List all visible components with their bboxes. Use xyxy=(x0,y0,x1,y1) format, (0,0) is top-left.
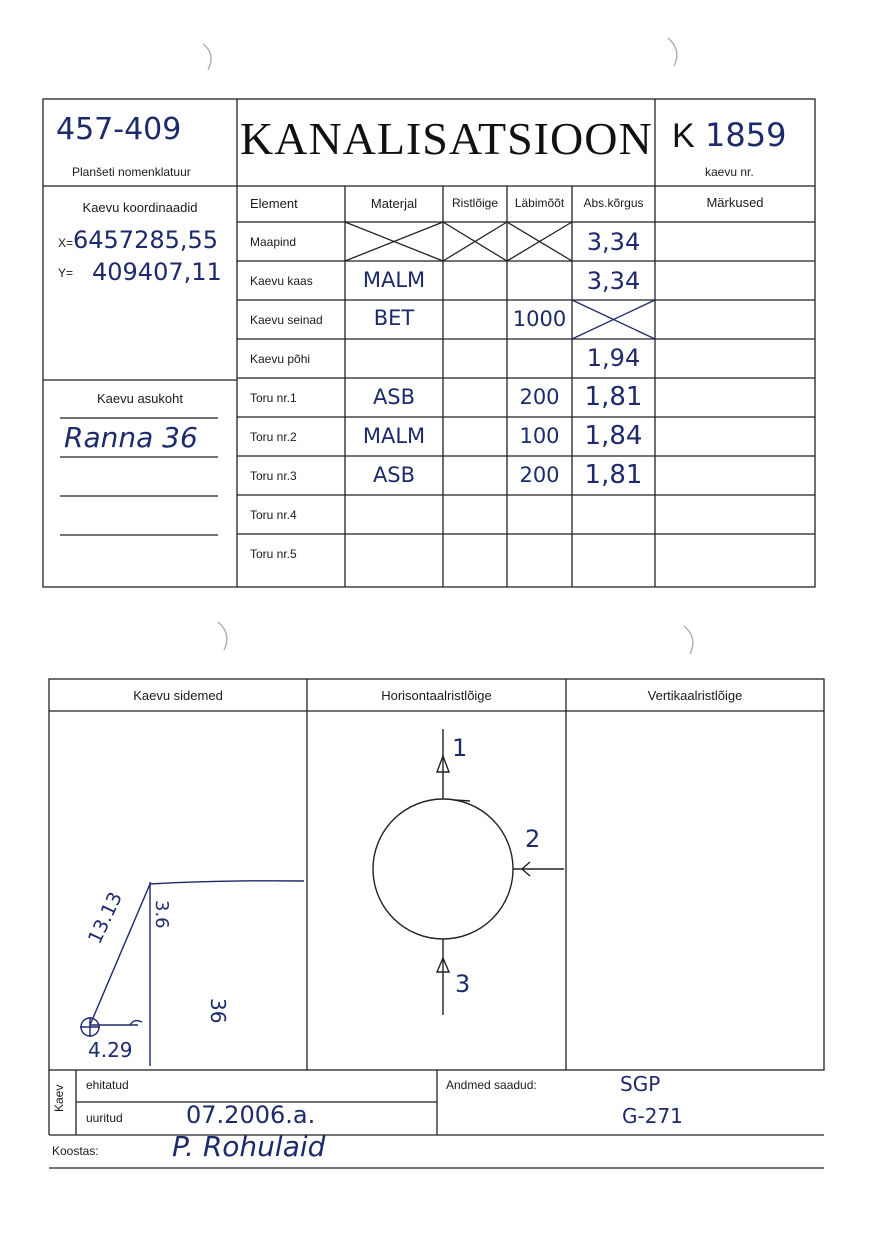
cell-abs-korgus: 1,81 xyxy=(584,382,643,412)
x-coordinate-value: 6457285,55 xyxy=(73,226,219,254)
distance-bottom-label: 4.29 xyxy=(88,1038,133,1062)
cell-labimoot: 1000 xyxy=(512,307,567,331)
cell-materjal: MALM xyxy=(362,424,426,448)
cell-labimoot: 100 xyxy=(519,424,560,448)
row-label-toru-4: Toru nr.4 xyxy=(250,508,297,522)
well-number-label: kaevu nr. xyxy=(705,165,754,179)
col-header-labimoot: Läbimõõt xyxy=(514,196,565,210)
location-label: Kaevu asukoht xyxy=(96,391,183,406)
andmed-label: Andmed saadud: xyxy=(446,1078,537,1092)
coordinates-label: Kaevu koordinaadid xyxy=(82,200,198,215)
pipe-2-label: 2 xyxy=(525,825,541,853)
cell-materjal: BET xyxy=(373,306,415,330)
col-header-ristloige: Ristlõige xyxy=(451,196,499,210)
well-number-prefix: K xyxy=(672,117,695,155)
kaev-label: Kaev xyxy=(52,1084,66,1112)
row-label-toru-5: Toru nr.5 xyxy=(250,547,297,561)
cell-abs-korgus: 1,94 xyxy=(586,344,641,372)
ehitatud-label: ehitatud xyxy=(86,1078,129,1092)
house-number-label: 36 xyxy=(206,998,230,1024)
andmed-value-source: SGP xyxy=(620,1072,661,1096)
cell-abs-korgus: 3,34 xyxy=(586,267,641,295)
cell-abs-korgus: 1,81 xyxy=(584,460,643,490)
cell-abs-korgus: 3,34 xyxy=(586,228,641,256)
nomenclature-value: 457-409 xyxy=(56,112,182,147)
row-label-kaevu-seinad: Kaevu seinad xyxy=(250,313,323,327)
koostas-label: Koostas: xyxy=(52,1144,99,1158)
cell-materjal: ASB xyxy=(372,463,416,487)
uuritud-date-value: 07.2006.a. xyxy=(186,1101,316,1129)
cell-labimoot: 200 xyxy=(519,385,560,409)
col-header-markused: Märkused xyxy=(706,195,764,210)
form-title: KANALISATSIOON xyxy=(240,113,653,164)
pipe-3-label: 3 xyxy=(455,970,471,998)
nomenclature-label: Planšeti nomenklatuur xyxy=(72,165,191,179)
header-vertikaalristloige: Vertikaalristlõige xyxy=(647,688,743,703)
y-label: Y= xyxy=(58,266,74,280)
y-coordinate-value: 409407,11 xyxy=(92,258,222,286)
row-label-maapind: Maapind xyxy=(250,235,297,249)
cell-abs-korgus: 1,84 xyxy=(584,421,643,451)
koostas-signature: P. Rohulaid xyxy=(172,1130,326,1163)
cell-materjal: ASB xyxy=(372,385,416,409)
andmed-value-code: G-271 xyxy=(622,1104,683,1128)
location-value: Ranna 36 xyxy=(64,421,198,454)
col-header-abs-korgus: Abs.kõrgus xyxy=(583,196,644,210)
distance-side-label: 3.6 xyxy=(151,900,172,929)
uuritud-label: uuritud xyxy=(86,1111,123,1125)
row-label-kaevu-pohi: Kaevu põhi xyxy=(250,352,311,366)
row-label-toru-3: Toru nr.3 xyxy=(250,469,297,483)
header-horisontaalristloige: Horisontaalristlõige xyxy=(381,688,492,703)
distance-diagonal-label: 13.13 xyxy=(84,888,127,948)
header-kaevu-sidemed: Kaevu sidemed xyxy=(133,688,223,703)
row-label-toru-1: Toru nr.1 xyxy=(250,391,297,405)
row-label-kaevu-kaas: Kaevu kaas xyxy=(250,274,313,288)
pipe-1-label: 1 xyxy=(452,734,468,762)
x-label: X= xyxy=(58,236,74,250)
well-number-value: 1859 xyxy=(705,116,787,154)
col-header-materjal: Materjal xyxy=(370,196,418,211)
cell-labimoot: 200 xyxy=(519,463,560,487)
row-label-toru-2: Toru nr.2 xyxy=(250,430,297,444)
cell-materjal: MALM xyxy=(362,268,426,292)
col-header-element: Element xyxy=(250,196,298,211)
